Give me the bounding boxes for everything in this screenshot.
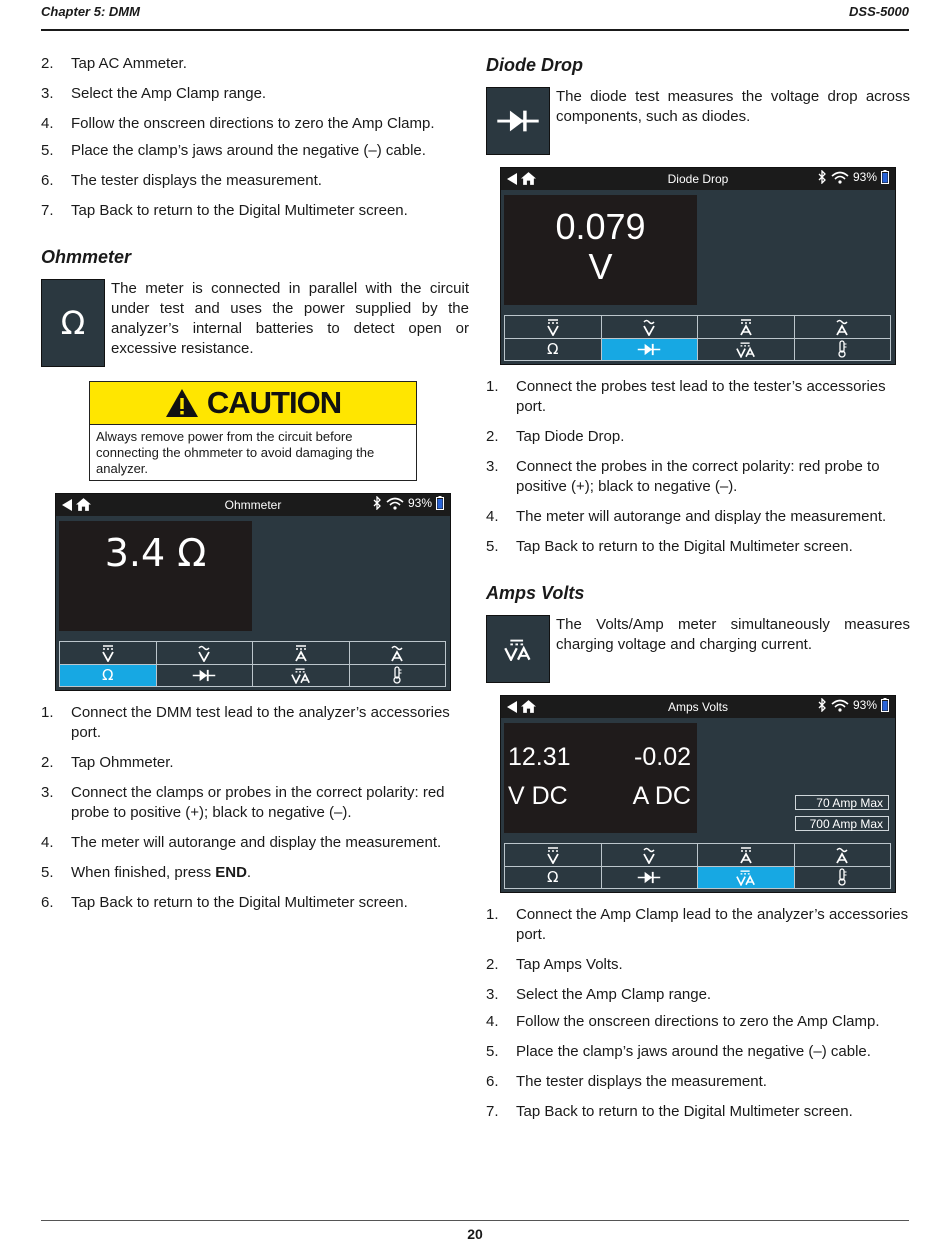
diode-button[interactable] (157, 665, 254, 688)
thermometer-icon (837, 340, 847, 358)
list-item: 5. Place the clamp’s jaws around the negative (–) cable. (486, 1043, 871, 1060)
list-item: 6. The tester displays the measurement. (486, 1073, 767, 1090)
amps-volts-description: The Volts/Amp meter simultaneously measures charging voltage and charging current. (556, 616, 910, 653)
footer-divider (41, 1220, 909, 1221)
mode-grid (504, 843, 891, 889)
voltage-drop-reading: 0.079 (555, 206, 646, 247)
mode-grid (504, 315, 891, 361)
dc-amps-button[interactable] (698, 316, 795, 339)
dc-volts-button[interactable] (60, 642, 157, 665)
list-item: 5. Place the clamp’s jaws around the negative (–) cable. (41, 142, 426, 159)
diode-icon (636, 342, 662, 357)
diode-icon (486, 87, 550, 155)
list-item: 3. Connect the clamps or probes in the correct polarity: red probe to positive (+); black to negative (–). (41, 784, 445, 821)
ohmmeter-description: The meter is connected in parallel with the circuit under test and uses the power supplied by the analyzer’s internal batteries to detect open or excessive resistance. (111, 280, 469, 357)
amps-reading: -0.02 (634, 743, 691, 771)
list-item: 4. Follow the onscreen directions to zero the Amp Clamp. (486, 1013, 880, 1030)
ac-volts-button[interactable] (602, 844, 699, 867)
thermometer-icon (837, 868, 847, 886)
list-item: 1. Connect the probes test lead to the tester’s accessories port. (486, 378, 886, 415)
list-item: 5. Tap Back to return to the Digital Multimeter screen. (486, 538, 853, 555)
left-column (41, 54, 469, 923)
list-item: 4. The meter will autorange and display the measurement. (486, 508, 887, 525)
range-700-amp-button[interactable]: 700 Amp Max (795, 816, 889, 831)
list-item: 2. Tap Ohmmeter. (41, 754, 174, 771)
list-item: 7. Tap Back to return to the Digital Multimeter screen. (41, 202, 408, 219)
ac-volts-icon (642, 318, 656, 336)
bluetooth-icon (372, 496, 382, 510)
ac-volts-icon (642, 846, 656, 864)
diode-icon (636, 870, 662, 885)
list-item: 7. Tap Back to return to the Digital Multimeter screen. (486, 1103, 853, 1120)
header-divider (41, 29, 909, 31)
list-item: 1. Connect the DMM test lead to the analyzer’s accessories port. (41, 704, 450, 741)
ac-amps-icon (835, 846, 849, 864)
screen-title: Diode Drop (667, 172, 729, 186)
dc-volts-icon (546, 846, 560, 864)
chapter-label: Chapter 5: DMM (41, 4, 140, 19)
volt-amp-button[interactable] (253, 665, 350, 688)
caution-box (89, 381, 417, 481)
ohmmeter-button[interactable] (505, 867, 602, 890)
list-item: 3. Select the Amp Clamp range. (41, 85, 267, 102)
diode-intro (486, 87, 910, 155)
diode-button[interactable] (602, 339, 699, 362)
list-item: 4. The meter will autorange and display the measurement. (41, 834, 442, 851)
ammeter-steps (41, 54, 469, 221)
dc-amps-button[interactable] (698, 844, 795, 867)
bluetooth-icon (817, 170, 827, 184)
list-item: 2. Tap AC Ammeter. (41, 55, 187, 72)
list-item: 6. The tester displays the measurement. (41, 172, 322, 189)
measurement-display (59, 521, 252, 631)
caution-title: CAUTION (206, 385, 342, 420)
ohmmeter-screen (55, 493, 451, 691)
screen-status-bar (56, 494, 450, 516)
diode-screen (500, 167, 896, 365)
volt-amp-icon (736, 869, 756, 886)
bluetooth-icon (817, 698, 827, 712)
ac-amps-button[interactable] (350, 642, 447, 665)
warning-triangle-icon (165, 388, 199, 418)
diode-icon (191, 668, 217, 683)
ac-amps-button[interactable] (795, 844, 892, 867)
list-item: 4. Follow the onscreen directions to zero the Amp Clamp. (41, 115, 435, 132)
volt-amp-icon (486, 615, 550, 683)
resistance-reading: 3.4 Ω (104, 531, 207, 575)
battery-percent: 93% (852, 698, 877, 712)
dc-amps-icon (739, 846, 753, 864)
dc-volts-icon (546, 318, 560, 336)
screen-status-bar (501, 168, 895, 190)
screen-title: Amps Volts (667, 700, 729, 714)
ohmmeter-heading: Ohmmeter (41, 247, 132, 267)
dc-volts-button[interactable] (505, 316, 602, 339)
wifi-icon (831, 699, 849, 712)
list-item: 1. Connect the Amp Clamp lead to the analyzer’s accessories port. (486, 906, 909, 943)
battery-percent: 93% (852, 170, 877, 184)
omega-icon: Ω (547, 868, 559, 887)
caution-header (90, 382, 416, 425)
volts-reading: 12.31 (508, 743, 571, 771)
list-item: 5. When finished, press END. (41, 864, 252, 881)
volt-amp-button[interactable] (698, 339, 795, 362)
amps-unit: A DC (632, 782, 691, 810)
diode-steps (486, 377, 910, 557)
temperature-button[interactable] (350, 665, 447, 688)
ac-amps-button[interactable] (795, 316, 892, 339)
measurement-display (504, 723, 697, 833)
omega-icon: Ω (547, 340, 559, 359)
battery-icon (881, 170, 889, 184)
ohmmeter-steps (41, 703, 469, 913)
dc-volts-icon (101, 644, 115, 662)
wifi-icon (386, 497, 404, 510)
battery-percent: 93% (407, 496, 432, 510)
dc-volts-button[interactable] (505, 844, 602, 867)
ac-volts-icon (197, 644, 211, 662)
mode-grid (59, 641, 446, 687)
dc-amps-icon (294, 644, 308, 662)
range-70-amp-button[interactable]: 70 Amp Max (795, 795, 889, 810)
diode-heading: Diode Drop (486, 55, 583, 75)
wifi-icon (831, 171, 849, 184)
dc-amps-button[interactable] (253, 642, 350, 665)
list-item: 6. Tap Back to return to the Digital Multimeter screen. (41, 894, 408, 911)
dc-amps-icon (739, 318, 753, 336)
omega-icon: Ω (41, 279, 105, 367)
screen-status-bar (501, 696, 895, 718)
volt-amp-icon (291, 667, 311, 684)
screen-title: Ohmmeter (224, 498, 282, 512)
diode-description: The diode test measures the voltage drop across components, such as diodes. (556, 88, 910, 125)
battery-icon (881, 698, 889, 712)
list-item: 3. Select the Amp Clamp range. (486, 986, 712, 1003)
caution-text: Always remove power from the circuit before connecting the ohmmeter to avoid damaging the analyzer. (96, 429, 375, 476)
ac-volts-button[interactable] (602, 316, 699, 339)
list-item: 2. Tap Amps Volts. (486, 956, 623, 973)
ohmmeter-button[interactable] (505, 339, 602, 362)
temperature-button[interactable] (795, 867, 892, 890)
omega-icon: Ω (102, 666, 114, 685)
amps-volts-heading: Amps Volts (486, 583, 585, 603)
volt-amp-icon (736, 341, 756, 358)
list-item: 2. Tap Diode Drop. (486, 428, 625, 445)
battery-icon (436, 496, 444, 510)
list-item: 3. Connect the probes in the correct polarity: red probe to positive (+); black to negative (–). (486, 458, 880, 495)
page-number: 20 (467, 1226, 483, 1242)
product-label: DSS-5000 (849, 4, 909, 19)
volts-unit: V DC (508, 782, 568, 810)
ac-volts-button[interactable] (157, 642, 254, 665)
ac-amps-icon (390, 644, 404, 662)
amps-volts-intro (486, 615, 910, 683)
measurement-display (504, 195, 697, 305)
amps-volts-screen (500, 695, 896, 893)
temperature-button[interactable] (795, 339, 892, 362)
thermometer-icon (392, 666, 402, 684)
right-column (486, 54, 910, 1132)
volt-amp-button[interactable] (698, 867, 795, 890)
end-key-label: END (215, 864, 247, 881)
ohmmeter-intro (41, 279, 469, 367)
diode-button[interactable] (602, 867, 699, 890)
ac-amps-icon (835, 318, 849, 336)
amps-volts-steps (486, 905, 910, 1122)
ohmmeter-button[interactable] (60, 665, 157, 688)
voltage-unit: V (588, 246, 613, 287)
